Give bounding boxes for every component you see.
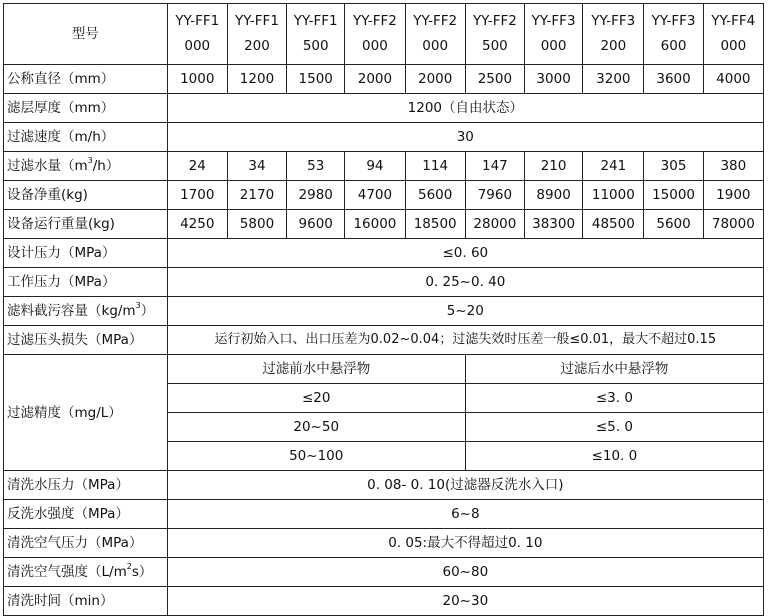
value-cell: 9600 <box>287 210 345 239</box>
value-cell: 6~8 <box>167 500 763 529</box>
value-cell: 210 <box>525 152 583 181</box>
value-cell: 20~50 <box>167 413 465 442</box>
row-label: 过滤精度（mg/L） <box>4 355 168 471</box>
value-cell: 1700 <box>167 181 227 210</box>
value-cell: 24 <box>167 152 227 181</box>
backwash-row <box>4 500 764 529</box>
speed-row <box>4 123 764 152</box>
value-cell: 0. 08- 0. 10(过滤器反洗水入口) <box>167 471 763 500</box>
flow-row <box>4 152 764 181</box>
value-cell: 4000 <box>703 65 763 94</box>
row-label: 过滤水量$(m^3/h)$ <box>4 152 168 181</box>
value-cell: 4700 <box>345 181 405 210</box>
value-cell: 3000 <box>525 65 583 94</box>
value-cell: 18500 <box>405 210 465 239</box>
value-cell: ≤20 <box>167 384 465 413</box>
model-cell: YY-FF1 000 <box>167 4 227 65</box>
model-cell: YY-FF3 600 <box>644 4 703 65</box>
precision-after-header: 过滤后水中悬浮物 <box>465 355 763 384</box>
row-label: 清洗水压力（MPa） <box>4 471 168 500</box>
value-cell: 15000 <box>644 181 703 210</box>
value-cell: 1900 <box>703 181 763 210</box>
row-label: 过滤压头损失（MPa） <box>4 326 168 355</box>
value-cell: ≤5. 0 <box>465 413 763 442</box>
value-cell: 2000 <box>405 65 465 94</box>
wash-time-row <box>4 587 764 616</box>
value-cell: 2170 <box>227 181 286 210</box>
value-cell: ≤0. 60 <box>167 239 763 268</box>
value-cell: 380 <box>703 152 763 181</box>
value-cell: 5600 <box>644 210 703 239</box>
value-cell: 1000 <box>167 65 227 94</box>
value-cell: 5~20 <box>167 297 763 326</box>
value-cell: 1200（自由状态） <box>167 94 763 123</box>
value-cell: 运行初始入口、出口压差为0.02~0.04；过滤失效时压差一般≤0.01，最大不超过0.15 <box>167 326 763 355</box>
air-intensity-row <box>4 558 764 587</box>
model-cell: YY-FF3 200 <box>583 4 644 65</box>
value-cell: 1200 <box>227 65 286 94</box>
value-cell: 94 <box>345 152 405 181</box>
value-cell: ≤10. 0 <box>465 442 763 471</box>
row-label: 过滤速度（m/h） <box>4 123 168 152</box>
precision-header-row <box>4 355 764 384</box>
value-cell: 16000 <box>345 210 405 239</box>
value-cell: 60~80 <box>167 558 763 587</box>
value-cell: 50~100 <box>167 442 465 471</box>
head-loss-row <box>4 326 764 355</box>
model-cell: YY-FF2 500 <box>465 4 524 65</box>
value-cell: 114 <box>405 152 465 181</box>
value-cell: 28000 <box>465 210 524 239</box>
row-label: 反洗水强度（MPa） <box>4 500 168 529</box>
spec-table <box>3 3 764 616</box>
value-cell: 3600 <box>644 65 703 94</box>
value-cell: 1500 <box>287 65 345 94</box>
precision-before-header: 过滤前水中悬浮物 <box>167 355 465 384</box>
value-cell: 48500 <box>583 210 644 239</box>
value-cell: 2500 <box>465 65 524 94</box>
design-pressure-row <box>4 239 764 268</box>
row-label: 工作压力（MPa） <box>4 268 168 297</box>
value-cell: 38300 <box>525 210 583 239</box>
row-label: 公称直径（mm） <box>4 65 168 94</box>
value-cell: 2000 <box>345 65 405 94</box>
run-weight-row <box>4 210 764 239</box>
value-cell: 34 <box>227 152 286 181</box>
value-cell: 5800 <box>227 210 286 239</box>
capacity-row <box>4 297 764 326</box>
layer-row <box>4 94 764 123</box>
model-cell: YY-FF1 500 <box>287 4 345 65</box>
value-cell: 2980 <box>287 181 345 210</box>
value-cell: 241 <box>583 152 644 181</box>
value-cell: 3200 <box>583 65 644 94</box>
value-cell: 7960 <box>465 181 524 210</box>
value-cell: 4250 <box>167 210 227 239</box>
value-cell: ≤3. 0 <box>465 384 763 413</box>
model-cell: YY-FF2 000 <box>405 4 465 65</box>
row-label: 设备净重(kg) <box>4 181 168 210</box>
value-cell: 305 <box>644 152 703 181</box>
diameter-row <box>4 65 764 94</box>
work-pressure-row <box>4 268 764 297</box>
row-label: 清洗空气强度$(L/m^2s)$ <box>4 558 168 587</box>
row-label: 滤层厚度（mm） <box>4 94 168 123</box>
row-label: 滤料截污容量$(kg/m^3)$ <box>4 297 168 326</box>
row-label: 清洗时间（min） <box>4 587 168 616</box>
value-cell: 5600 <box>405 181 465 210</box>
model-cell: YY-FF3 000 <box>525 4 583 65</box>
model-row <box>4 4 764 65</box>
row-label: 设计压力（MPa） <box>4 239 168 268</box>
model-cell: YY-FF2 000 <box>345 4 405 65</box>
model-cell: YY-FF1 200 <box>227 4 286 65</box>
model-cell: YY-FF4 000 <box>703 4 763 65</box>
value-cell: 20~30 <box>167 587 763 616</box>
value-cell: 30 <box>167 123 763 152</box>
value-cell: 11000 <box>583 181 644 210</box>
net-weight-row <box>4 181 764 210</box>
row-label: 设备运行重量(kg) <box>4 210 168 239</box>
value-cell: 53 <box>287 152 345 181</box>
value-cell: 0. 25~0. 40 <box>167 268 763 297</box>
air-pressure-row <box>4 529 764 558</box>
value-cell: 78000 <box>703 210 763 239</box>
row-label: 清洗空气压力（MPa） <box>4 529 168 558</box>
value-cell: 147 <box>465 152 524 181</box>
value-cell: 8900 <box>525 181 583 210</box>
wash-pressure-row <box>4 471 764 500</box>
value-cell: 0. 05:最大不得超过0. 10 <box>167 529 763 558</box>
model-header-label: 型号 <box>4 4 168 65</box>
